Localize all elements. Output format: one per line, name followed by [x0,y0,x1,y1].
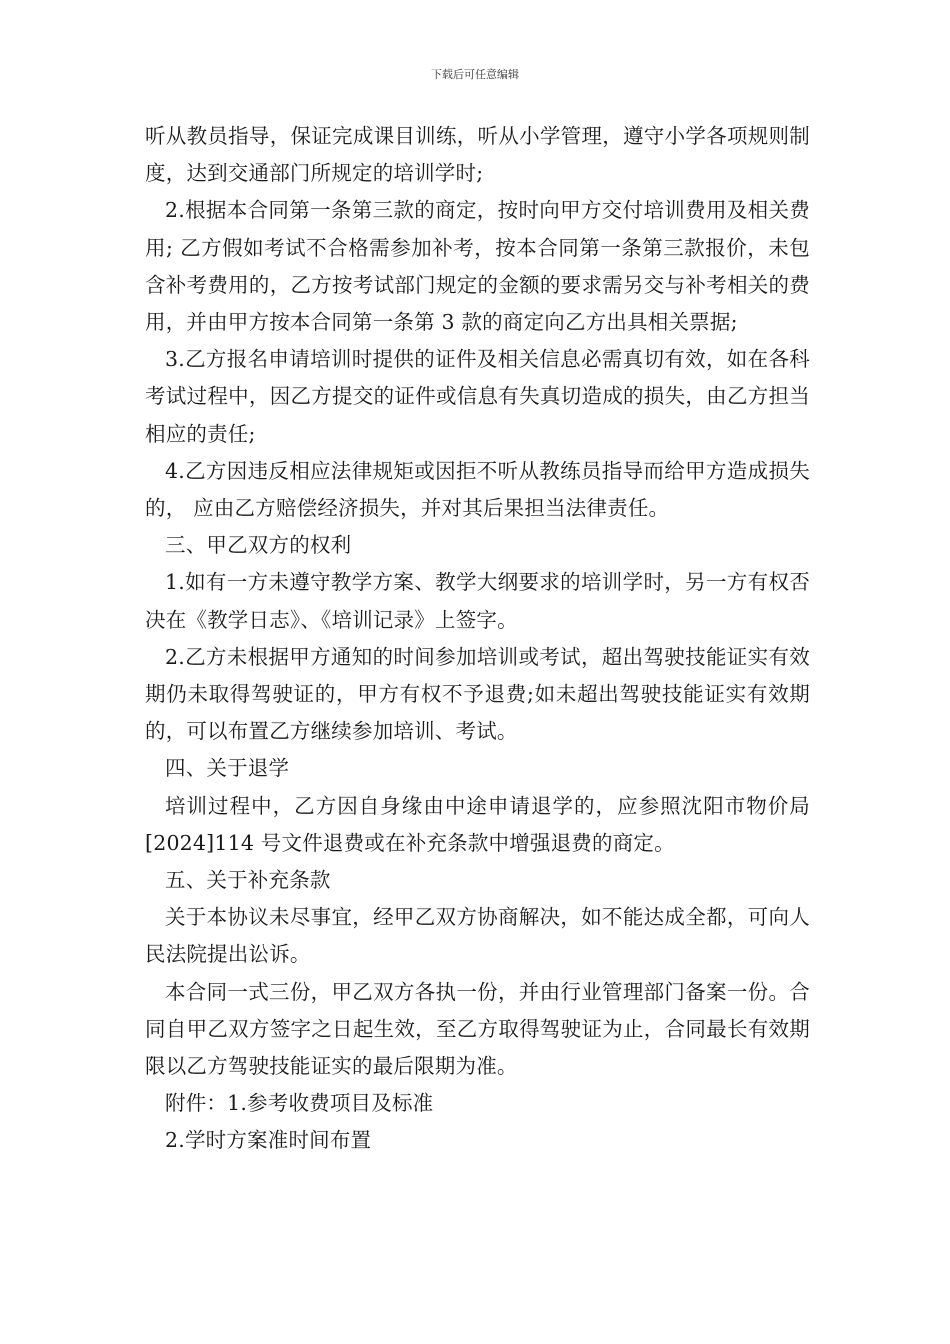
section-heading-withdrawal: 四、关于退学 [165,756,290,781]
paragraph-clause-3: 3.乙方报名申请培训时提供的证件及相关信息必需真切有效，如在各科考试过程中，因乙方提交的证件或信息有失真切造成的损失，由乙方担当相应的责任; [145,347,810,446]
paragraph-rights-2: 2.乙方未根据甲方通知的时间参加培训或考试，超出驾驶技能证实有效期仍未取得驾驶证的，甲方有权不予退费;如未超出驾驶技能证实有效期的，可以布置乙方继续参加培训、考试。 [145,644,810,744]
attachment-item-1: 附件：1.参考收费项目及标准 [165,1091,434,1116]
paragraph-clause-2: 2.根据本合同第一条第三款的商定，按时向甲方交付培训费用及相关费用; 乙方假如考试不合格需参加补考，按本合同第一条第三款报价，未包含补考费用的，乙方按考试部门规定的金额的要求需另交与补考相关的费用，并由甲方按本合同第一条第 3 款的商定向乙方出具相关票据; [145,198,810,335]
paragraph-supplementary: 关于本协议未尽事宜，经甲乙双方协商解决，如不能达成全都，可向人民法院提出讼诉。 [145,905,810,967]
paragraph-clause-4: 4.乙方因违反相应法律规矩或因拒不听从教练员指导而给甲方造成损失的， 应由乙方赔偿经济损失，并对其后果担当法律责任。 [145,458,810,521]
paragraph-copies: 本合同一式三份，甲乙双方各执一份，并由行业管理部门备案一份。合同自甲乙双方签字之日起生效，至乙方取得驾驶证为止，合同最长有效期限以乙方驾驶技能证实的最后限期为准。 [145,979,810,1079]
paragraph-rights-1: 1.如有一方未遵守教学方案、教学大纲要求的培训学时，另一方有权否决在《教学日志》、《培训记录》上签字。 [145,570,810,632]
paragraph-continuation: 听从教员指导，保证完成课目训练，听从小学管理，遵守小学各项规则制度，达到交通部门所规定的培训学时; [145,124,810,186]
page-header: 下载后可任意编辑 [431,68,519,81]
attachment-item-2: 2.学时方案准时间布置 [165,1128,372,1153]
document-body [145,118,810,1160]
paragraph-withdrawal: 培训过程中，乙方因自身缘由中途申请退学的，应参照沈阳市物价局[2024]114 号文件退费或在补充条款中增强退费的商定。 [145,793,810,855]
section-heading-rights: 三、甲乙双方的权利 [165,533,352,558]
section-heading-supplementary: 五、关于补充条款 [165,868,331,893]
